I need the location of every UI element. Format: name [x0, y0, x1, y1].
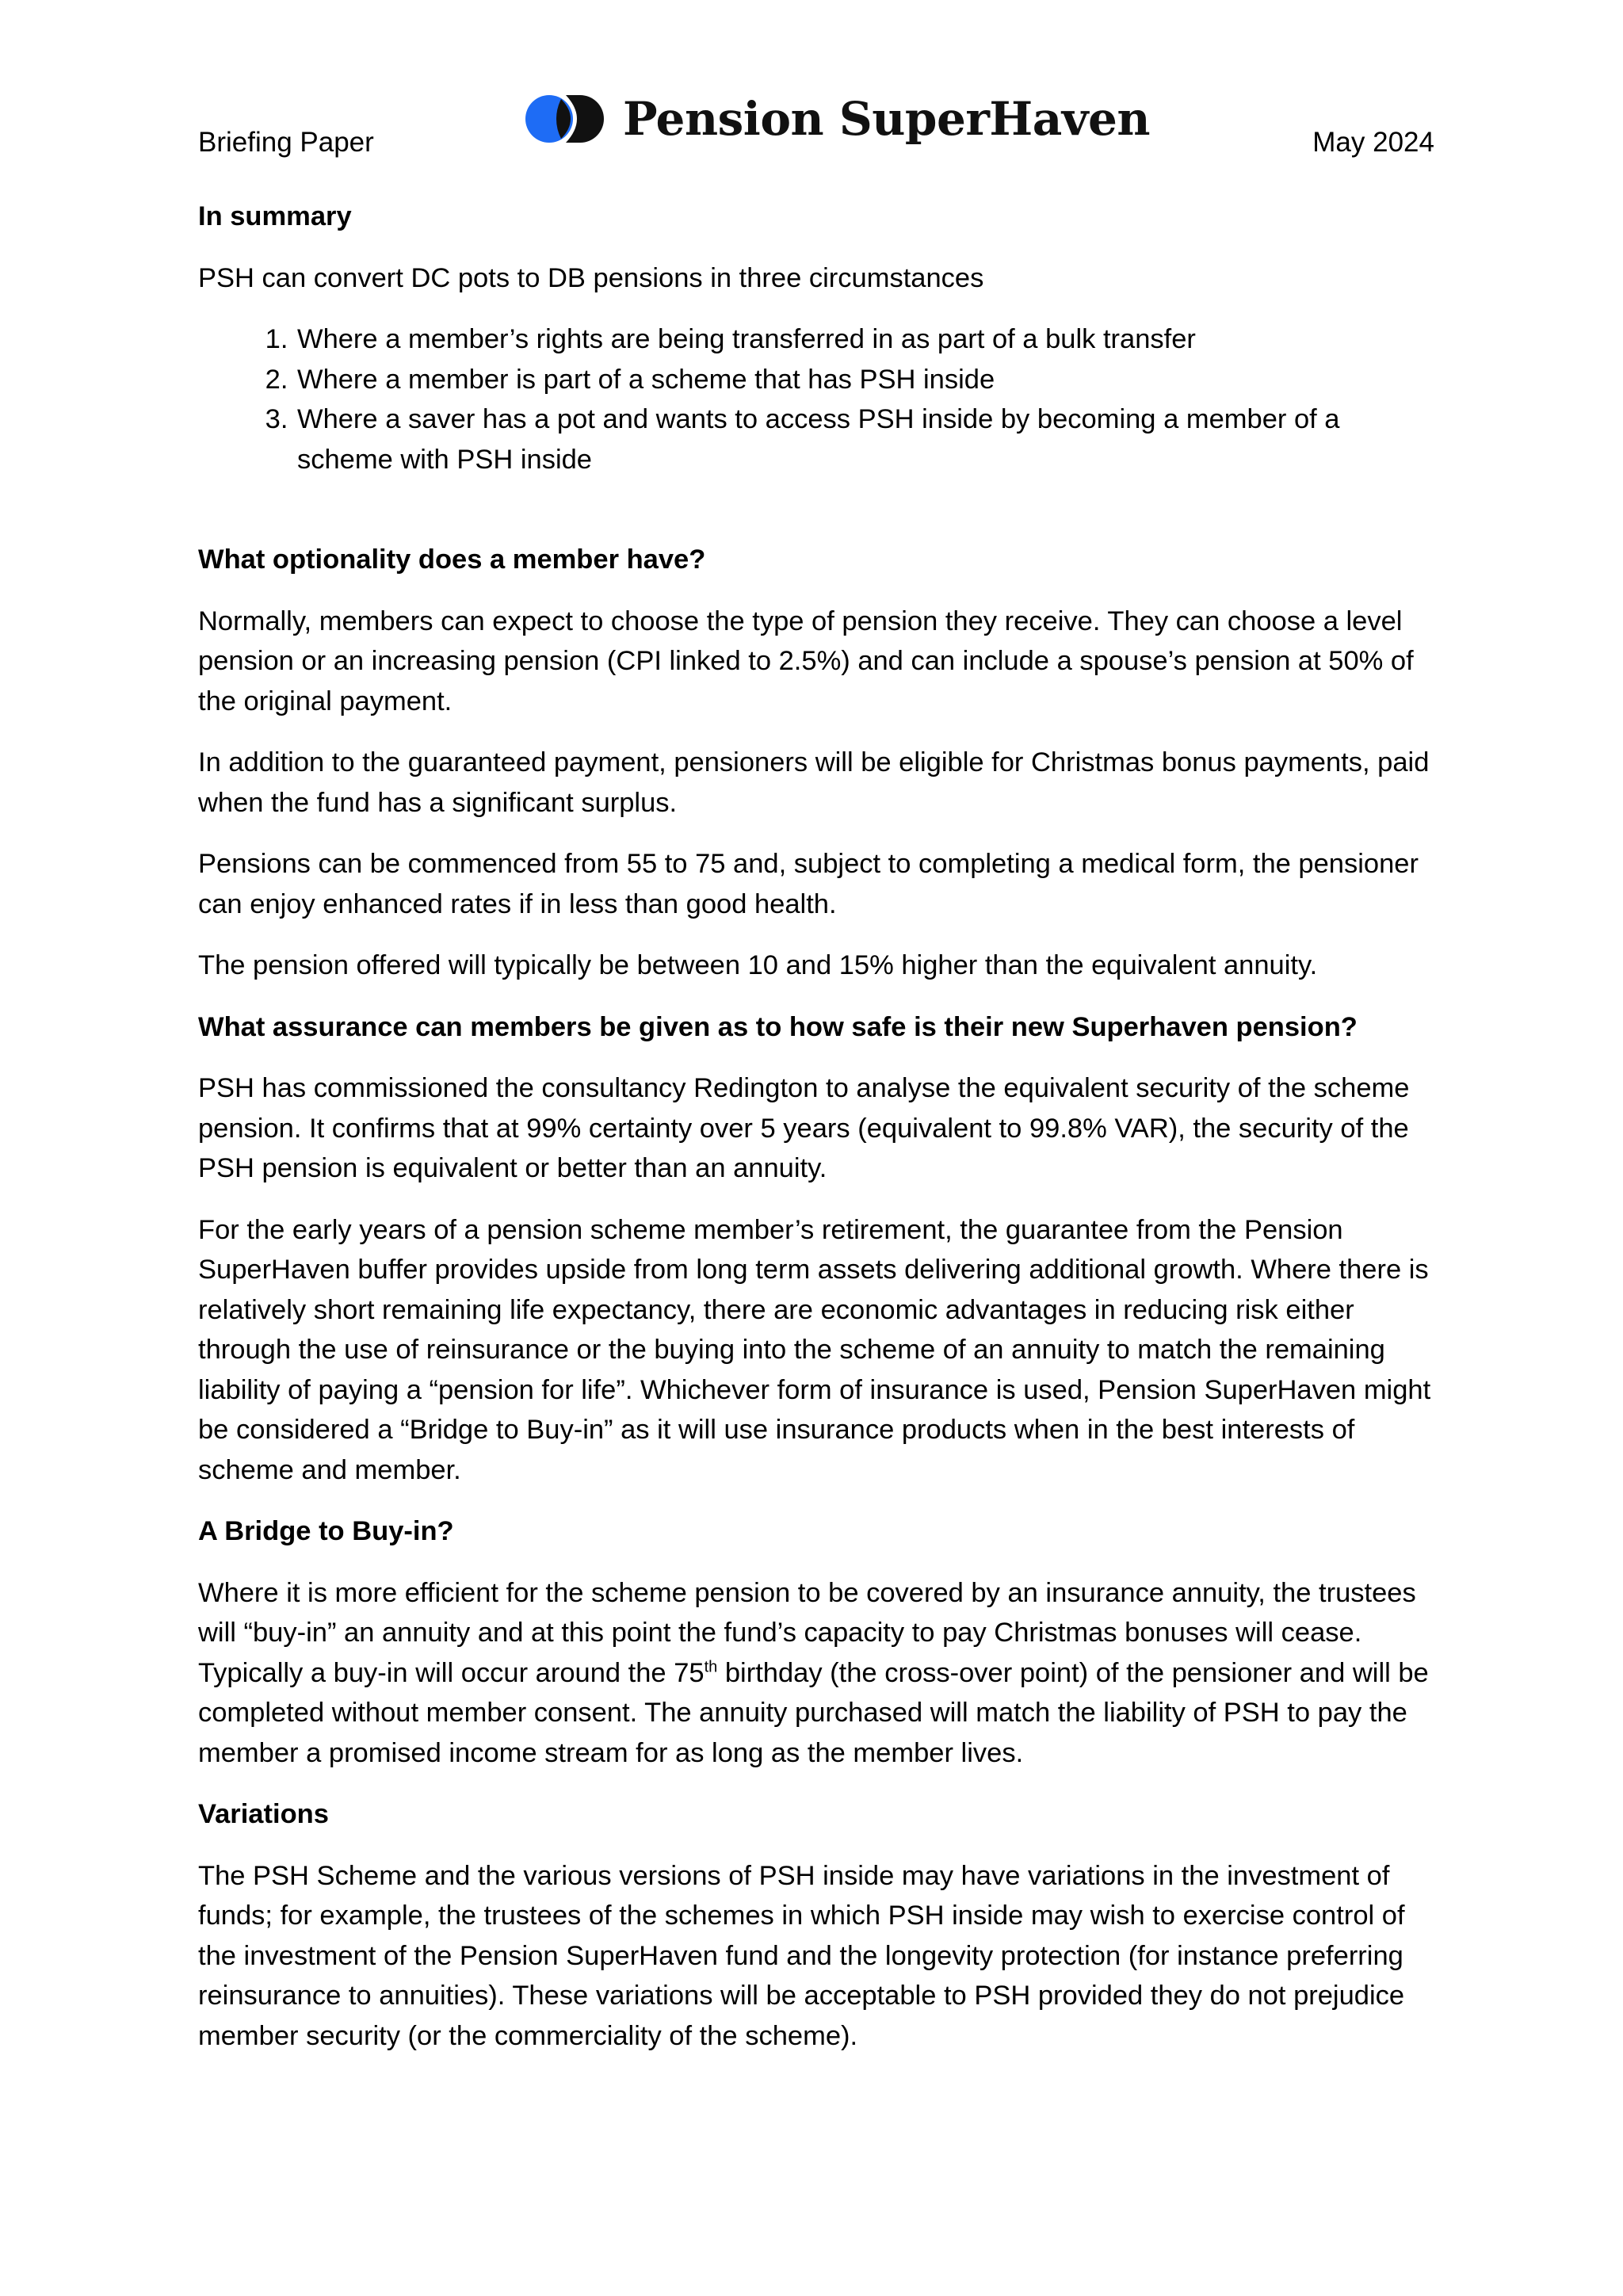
summary-list-item: 3. Where a saver has a pot and wants to access PSH inside by becoming a member of a scheme with PSH inside [296, 399, 1442, 479]
section-heading-optionality: What optionality does a member have? [198, 544, 706, 575]
section-heading-bridge: A Bridge to Buy-in? [198, 1516, 454, 1546]
bridge-paragraph [198, 1573, 1442, 1774]
optionality-paragraph: In addition to the guaranteed payment, pensioners will be eligible for Christmas bonus payments, paid when the fund has a significant surplus. [198, 747, 1430, 818]
variations-paragraph: The PSH Scheme and the various versions of PSH inside may have variations in the investment of funds; for example, the trustees of the schemes in which PSH inside may wish to exercise control of the investment of the Pension SuperHaven fund and the longevity protection (for instance preferring reinsurance to annuities). These variations will be acceptable to PSH provided they do not prejudice member security (or the commerciality of the scheme). [198, 1860, 1405, 2051]
spacer [198, 479, 1442, 540]
optionality-paragraph: Normally, members can expect to choose the type of pension they receive. They can choose a level pension or an increasing pension (CPI linked to 2.5%) and can include a spouse’s pension at 50% of the original payment. [198, 606, 1414, 716]
section-heading-summary: In summary [198, 201, 352, 231]
summary-list-item: 1. Where a member’s rights are being transferred in as part of a bulk transfer [296, 319, 1442, 360]
ordinal-suffix: th [704, 1658, 718, 1675]
page-header [198, 87, 1434, 166]
section-heading-variations: Variations [198, 1799, 329, 1829]
document-date: May 2024 [1312, 127, 1434, 158]
bridge-text-part: birthday (the cross-over point) of the pensioner and will be completed without member consent. The annuity purchased will match the liability of PSH to pay the member a promised income stream for as long as the member lives. [198, 1657, 1429, 1768]
brand-name: Pension SuperHaven [623, 92, 1151, 146]
assurance-paragraph: PSH has commissioned the consultancy Redington to analyse the equivalent security of the scheme pension. It confirms that at 99% certainty over 5 years (equivalent to 99.8% VAR), the security of the PSH pension is equivalent or better than an annuity. [198, 1073, 1410, 1183]
optionality-paragraph: Pensions can be commenced from 55 to 75 and, subject to completing a medical form, the pensioner can enjoy enhanced rates if in less than good health. [198, 849, 1419, 919]
summary-list-item: 2. Where a member is part of a scheme that has PSH inside [296, 360, 1442, 400]
document-body [198, 197, 1442, 2077]
bridge-text-part: Where it is more efficient for the scheme pension to be covered by an insurance annuity, the trustees will “buy-in” an annuity and at this point the fund’s capacity to pay Christmas bonuses will cease. Typically a buy-in will occur around the 75 [198, 1577, 1416, 1688]
optionality-paragraph: The pension offered will typically be between 10 and 15% higher than the equivalent annuity. [198, 950, 1318, 980]
assurance-paragraph: For the early years of a pension scheme member’s retirement, the guarantee from the Pension SuperHaven buffer provides upside from long term assets delivering additional growth. Where there is relatively short remaining life expectancy, there are economic advantages in reducing risk either through the use of reinsurance or the buying into the scheme of an annuity to match the remaining liability of paying a “pension for life”. Whichever form of insurance is used, Pension SuperHaven might be considered a “Bridge to Buy-in” as it will use insurance products when in the best interests of scheme and member. [198, 1214, 1431, 1485]
summary-intro: PSH can convert DC pots to DB pensions in three circumstances [198, 262, 984, 293]
summary-list [198, 319, 1442, 479]
logo-mark-icon [525, 94, 605, 143]
brand-logo [525, 87, 1150, 151]
document-type-label: Briefing Paper [198, 127, 374, 158]
section-heading-assurance: What assurance can members be given as to how safe is their new Superhaven pension? [198, 1011, 1358, 1042]
